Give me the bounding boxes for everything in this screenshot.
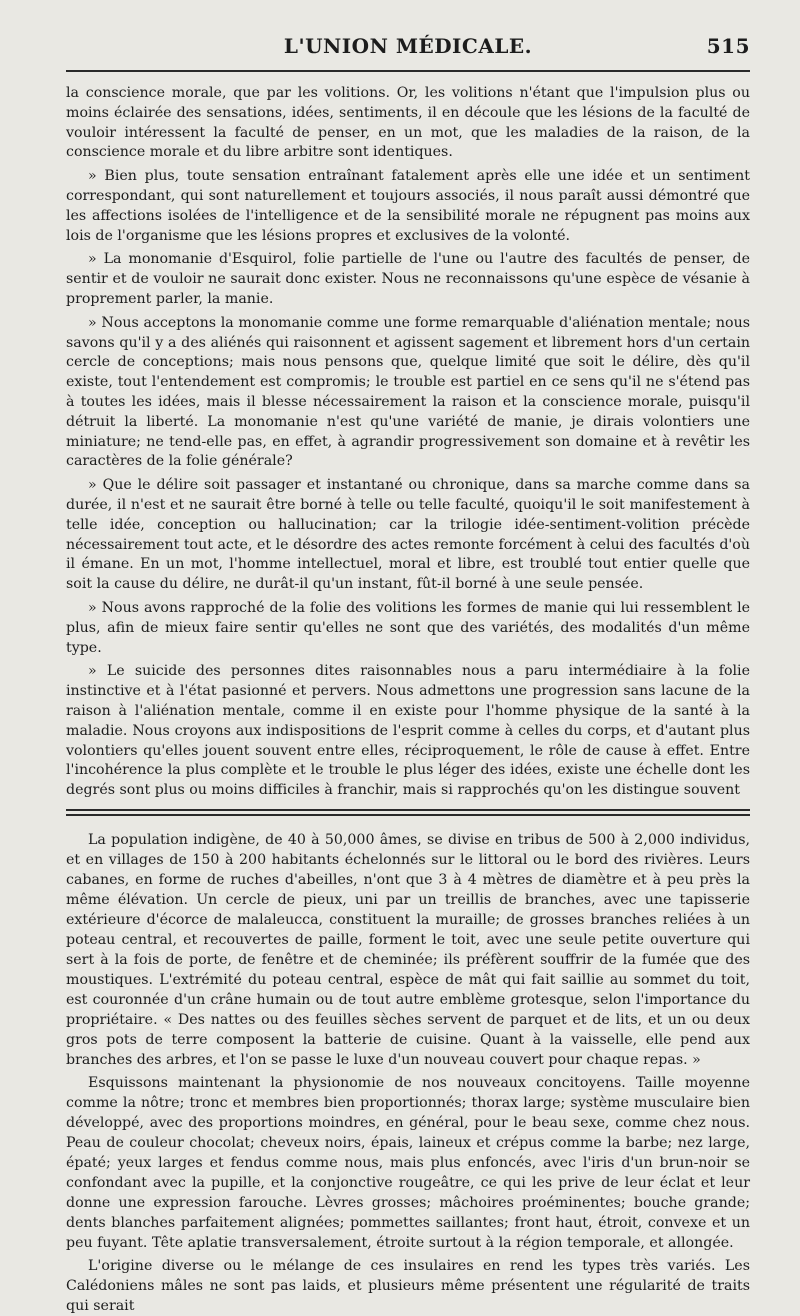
paragraph: » La monomanie d'Esquirol, folie partielle de l'une ou l'autre des facultés de penser, de sentir et de vouloir ne saurait donc exister. Nous ne reconnaissons qu'une espèce de vésanie à proprement parler, la manie. [66, 251, 750, 307]
section-divider [66, 809, 750, 816]
paragraph: La population indigène, de 40 à 50,000 âmes, se divise en tribus de 500 à 2,000 individus, et en villages de 150 à 200 habitants échelonnés sur le littoral ou le bord des rivières. Leurs cabanes, en forme de ruches d'abeilles, n'ont que 3 à 4 mètres de diamètre et à peu près la même élévation. Un cercle de pieux, uni par un treillis de branches, avec une tapisserie extérieure d'écorce de malaleucca, constituent la muraille; de grosses branches reliées à un poteau central, et recouvertes de paille, forment le toit, avec une seule petite ouverture qui sert à la fois de porte, de fenêtre et de cheminée; ils préfèrent souffrir de la fumée que des moustiques. L'extrémité du poteau central, espèce de mât qui fait saillie au sommet du toit, est couronnée d'un crâne humain ou de tout autre emblème grotesque, selon l'importance du propriétaire. « Des nattes ou des feuilles sèches servent de parquet et de lits, et un ou deux gros pots de terre composent la batterie de cuisine. Quant à la vaisselle, elle pend aux branches des arbres, et l'on se passe le luxe d'un nouveau couvert pour chaque repas. » [66, 831, 750, 1068]
paragraph: » Que le délire soit passager et instantané ou chronique, dans sa marche comme dans sa durée, il n'est et ne saurait être borné à telle ou telle faculté, quoiqu'il le soit manifestement à telle idée, conception ou hallucination; car la trilogie idée-sentiment-volition précède nécessairement tout acte, et le désordre des actes remonte forcément à celui des facultés d'où il émane. En un mot, l'homme intellectuel, moral et libre, est troublé tout entier quelle que soit la cause du délire, ne durât-il qu'un instant, fût-il borné à une seule pensée. [66, 477, 750, 593]
paragraph: » Nous acceptons la monomanie comme une forme remarquable d'aliénation mentale; nous savons qu'il y a des aliénés qui raisonnent et agissent sagement et librement hors d'un certain cercle de conceptions; mais nous pensons que, quelque limité que soit le délire, dès qu'il existe, tout l'entendement est compromis; le trouble est partiel en ce sens qu'il ne s'étend pas à toutes les idées, mais il blesse nécessairement la raison et la conscience morale, puisqu'il détruit la liberté. La monomanie n'est qu'une variété de manie, je dirais volontiers une miniature; ne tend-elle pas, en effet, à agrandir progressivement son domaine et à revêtir les caractères de la folie générale? [66, 314, 750, 470]
paragraph: » Bien plus, toute sensation entraînant fatalement après elle une idée et un sentiment correspondant, qui sont naturellement et toujours associés, il nous paraît aussi démontré que les affections isolées de l'intelligence et de la sensibilité morale ne répugnent pas moins aux lois de l'organisme que les lésions propres et exclusives de la volonté. [66, 168, 750, 244]
header-rule [66, 70, 750, 72]
page-number: 515 [706, 34, 750, 58]
journal-title: L'UNION MÉDICALE. [283, 34, 533, 58]
paragraph: » Le suicide des personnes dites raisonnables nous a paru intermédiaire à la folie instinctive et à l'état pasionné et pervers. Nous admettons une progression sans lacune de la raison à l'aliénation mentale, comme il en existe pour l'homme physique de la santé à la maladie. Nous croyons aux indispositions de l'esprit comme à celles du corps, et d'autant plus volontiers qu'elles jouent souvent entre elles, réciproquement, le rôle de cause à effet. Entre l'incohérence la plus complète et le trouble le plus léger des idées, existe une échelle dont les degrés sont plus ou moins difficiles à franchir, mais si rapprochés qu'on les distingue souvent [66, 663, 750, 799]
paragraph: Esquissons maintenant la physionomie de nos nouveaux concitoyens. Taille moyenne comme la nôtre; tronc et membres bien proportionnés; thorax large; système musculaire bien développé, avec des proportions moindres, en général, pour le beau sexe, comme chez nous. Peau de couleur chocolat; cheveux noirs, épais, laineux et crépus comme la barbe; nez large, épaté; yeux larges et fendus comme nous, mais plus enfoncés, avec l'iris d'un brun-noir se confondant avec la pupille, et la conjonctive rougeâtre, ce qui les prive de leur éclat et leur donne une expression farouche. Lèvres grosses; mâchoires proéminentes; bouche grande; dents blanches parfaitement alignées; pommettes saillantes; front haut, étroit, convexe et un peu fuyant. Tête aplatie transversalement, étroite surtout à la région temporale, et allongée. [66, 1074, 750, 1251]
paragraph: L'origine diverse ou le mélange de ces insulaires en rend les types très variés. Les Calédoniens mâles ne sont pas laids, et plusieurs même présentent une régularité de traits qui serait [66, 1257, 750, 1314]
paragraph: » Nous avons rapproché de la folie des volitions les formes de manie qui lui ressemblent le plus, afin de mieux faire sentir qu'elles ne sont que des variétés, des modalités d'un même type. [66, 599, 750, 656]
main-text-section [66, 84, 750, 801]
paragraph: la conscience morale, que par les volitions. Or, les volitions n'étant que l'impulsion plus ou moins éclairée des sensations, idées, sentiments, il en découle que les lésions de la faculté de vouloir intéressent la faculté de penser, en un mot, que les maladies de la raison, de la conscience morale et du libre arbitre sont identiques. [66, 85, 750, 161]
running-header [66, 28, 750, 68]
feuilleton-section [66, 830, 750, 1316]
